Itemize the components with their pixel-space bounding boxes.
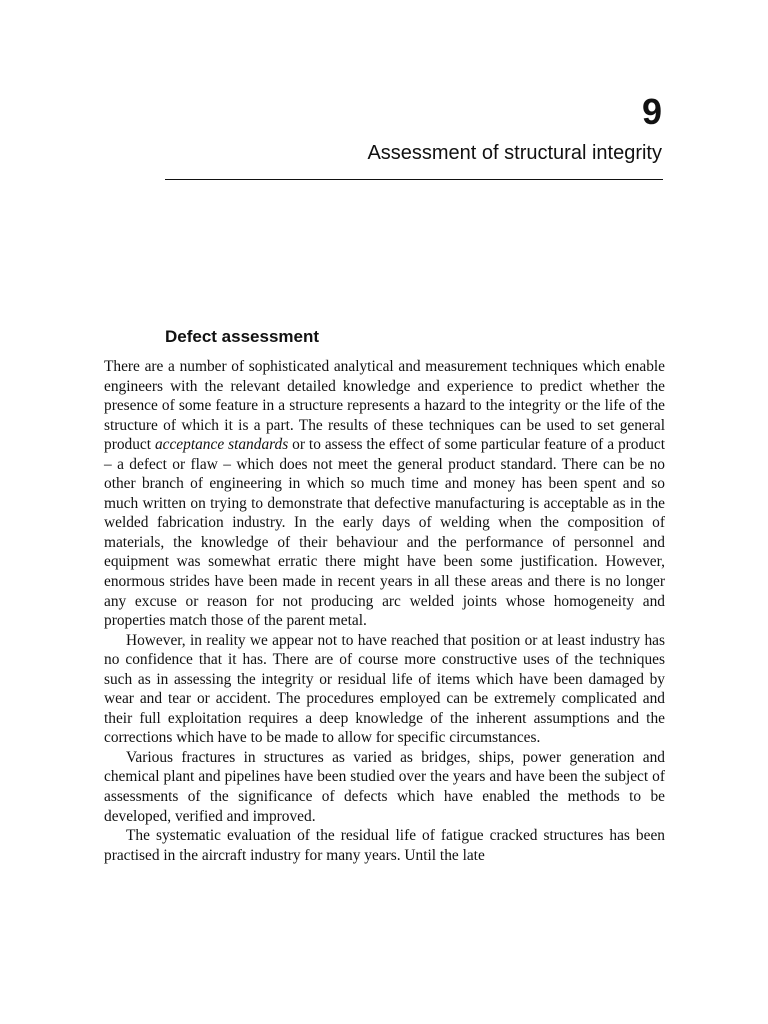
paragraph-2: However, in reality we appear not to have reached that position or at least industry has no confidence that it has. There are of course more constructive uses of the techniques such as in assessing the integrity or residual life of items which have been damaged by wear and tear or accident. The procedures employed can be extremely complicated and their full exploitation requires a deep knowledge of the inherent assumptions and the corrections which have to be made to allow for specific circumstances. (104, 631, 665, 747)
chapter-title: Assessment of structural integrity (367, 142, 662, 164)
paragraph-1-part-1: There are a number of sophisticated analytical and measurement techniques which enable engineers with the relevant detailed knowledge and experience to predict whether the presence of some feature in a structure represents a hazard to the integrity or the life of the structure of which it is a part. The results of these techniques can be used to set general product (104, 358, 665, 454)
paragraph-4: The systematic evaluation of the residual life of fatigue cracked structures has been practised in the aircraft industry for many years. Until the late (104, 827, 665, 864)
paragraph-1-italic-term: acceptance standards (154, 436, 289, 454)
title-rule (165, 179, 663, 180)
paragraph-1 (104, 357, 665, 631)
section-heading: Defect assessment (165, 327, 320, 346)
body-text (104, 357, 665, 865)
paragraph-3: Various fractures in structures as varied as bridges, ships, power generation and chemical plant and pipelines have been studied over the years and have been the subject of assessments of the significance of defects which have enabled the methods to be developed, verified and improved. (104, 748, 665, 825)
paragraph-1-part-2: or to assess the effect of some particular feature of a product – a defect or flaw – which does not meet the general product standard. There can be no other branch of engineering in which so much time and money has been spent and so much written on trying to demonstrate that defective manufacturing is acceptable as in the welded fabrication industry. In the early days of welding when the composition of materials, the knowledge of their behaviour and the performance of personnel and equipment was somewhat erratic there might have been some justification. However, enormous strides have been made in recent years in all these areas and there is no longer any excuse or reason for not producing arc welded joints whose homogeneity and properties match those of the parent metal. (104, 436, 665, 630)
chapter-number: 9 (641, 91, 662, 132)
